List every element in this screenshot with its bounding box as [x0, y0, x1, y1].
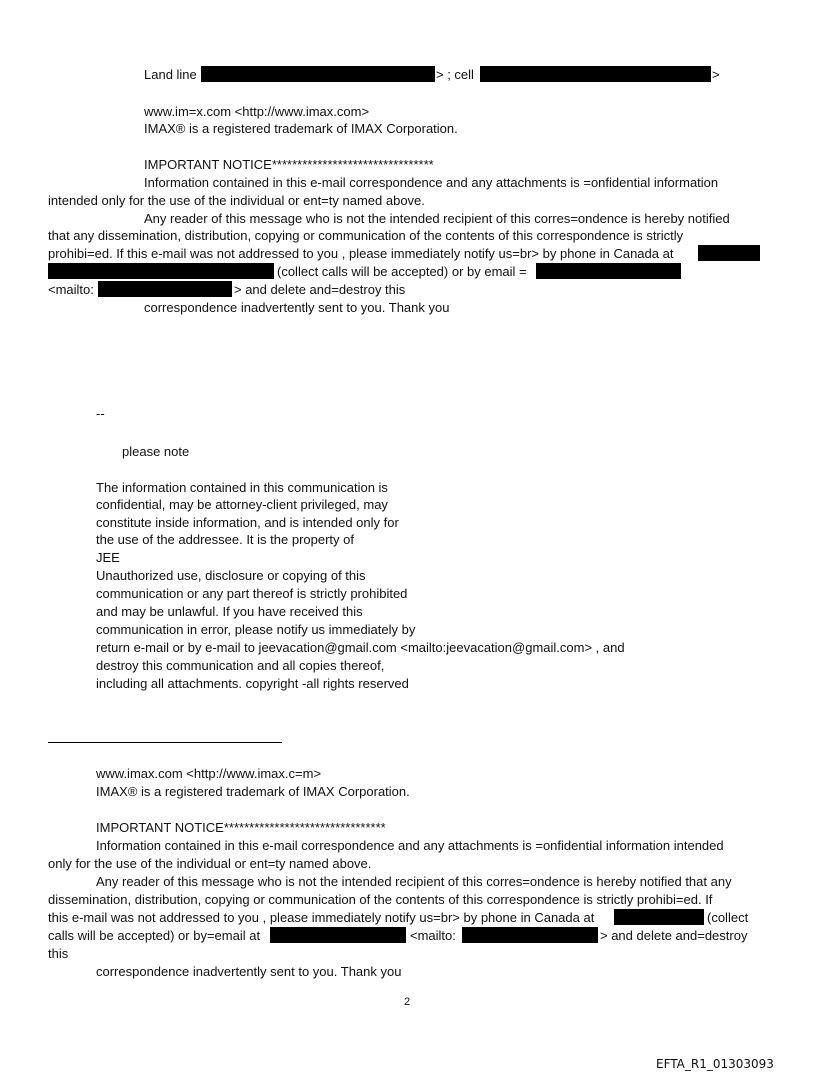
website-line: www.imax.com <http://www.imax.c=m> — [96, 766, 322, 781]
disclaimer-line: communication or any part thereof is strictly prohibited — [96, 586, 408, 601]
disclaimer-line: constitute inside information, and is intended only for — [96, 515, 399, 530]
landline-suffix: > ; cell — [436, 67, 474, 82]
disclaimer-line: including all attachments. copyright -all rights reserved — [96, 676, 409, 691]
redaction-box — [614, 909, 704, 925]
notice-text: only for the use of the individual or ent=ty named above. — [48, 856, 372, 871]
redaction-box — [698, 245, 760, 261]
notice-text: > and delete and=destroy — [600, 928, 748, 943]
notice-text: calls will be accepted) or by=email at — [48, 928, 261, 943]
disclaimer-line: the use of the addressee. It is the property of — [96, 532, 354, 547]
notice-heading: IMPORTANT NOTICE******************************** — [144, 157, 434, 172]
bates-number: EFTA_R1_01303093 — [656, 1057, 774, 1071]
notice-text: (collect — [707, 910, 749, 925]
website-line: www.im=x.com <http://www.imax.com> — [144, 104, 370, 119]
disclaimer-line: confidential, may be attorney-client privileged, may — [96, 497, 388, 512]
notice-text: this e-mail was not addressed to you , please immediately notify us=br> by phone in Canada at — [48, 910, 595, 925]
disclaimer-line: JEE — [96, 550, 120, 565]
disclaimer-line: and may be unlawful. If you have received this — [96, 604, 363, 619]
redaction-box — [462, 927, 598, 943]
disclaimer-line: communication in error, please notify us immediately by — [96, 622, 416, 637]
notice-text: <mailto: — [410, 928, 456, 943]
disclaimer-line: The information contained in this communication is — [96, 480, 388, 495]
redaction-box — [98, 281, 232, 297]
notice-text: correspondence inadvertently sent to you. Thank you — [96, 964, 402, 979]
signature-separator: -- — [96, 406, 105, 421]
notice-text: Any reader of this message who is not the intended recipient of this corres=ondence is hereby notified — [144, 211, 730, 226]
horizontal-rule — [48, 742, 282, 743]
trademark-line: IMAX® is a registered trademark of IMAX Corporation. — [144, 121, 458, 136]
disclaimer-line: Unauthorized use, disclosure or copying of this — [96, 568, 366, 583]
notice-text: > and delete and=destroy this — [234, 282, 406, 297]
trademark-line: IMAX® is a registered trademark of IMAX Corporation. — [96, 784, 410, 799]
notice-text: prohibi=ed. If this e-mail was not addressed to you , please immediately notify us=br> by phone in Canada at — [48, 246, 674, 261]
notice-text: Any reader of this message who is not the intended recipient of this corres=ondence is hereby notified that any — [96, 874, 732, 889]
redaction-box — [201, 66, 435, 82]
redaction-box — [48, 263, 274, 279]
notice-text: this — [48, 946, 69, 961]
notice-text: <mailto: — [48, 282, 94, 297]
notice-heading: IMPORTANT NOTICE******************************** — [96, 820, 386, 835]
notice-text: that any dissemination, distribution, copying or communication of the contents of this correspondence is strictly — [48, 228, 684, 243]
disclaimer-heading: please note — [122, 444, 190, 459]
redaction-box — [480, 66, 711, 82]
cell-suffix: > — [712, 67, 720, 82]
notice-text: dissemination, distribution, copying or communication of the contents of this correspondence is strictly prohibi=ed. If — [48, 892, 713, 907]
redaction-box — [536, 263, 681, 279]
landline-label: Land line — [144, 67, 197, 82]
notice-text: Information contained in this e-mail correspondence and any attachments is =onfidential information intended — [96, 838, 724, 853]
notice-text: Information contained in this e-mail correspondence and any attachments is =onfidential information — [144, 175, 719, 190]
redaction-box — [270, 927, 406, 943]
disclaimer-line: return e-mail or by e-mail to jeevacation@gmail.com <mailto:jeevacation@gmail.com> , and — [96, 640, 625, 655]
disclaimer-line: destroy this communication and all copies thereof, — [96, 658, 385, 673]
page-number: 2 — [404, 996, 411, 1008]
notice-text: intended only for the use of the individual or ent=ty named above. — [48, 193, 425, 208]
notice-text: (collect calls will be accepted) or by email = — [277, 264, 527, 279]
notice-text: correspondence inadvertently sent to you. Thank you — [144, 300, 450, 315]
